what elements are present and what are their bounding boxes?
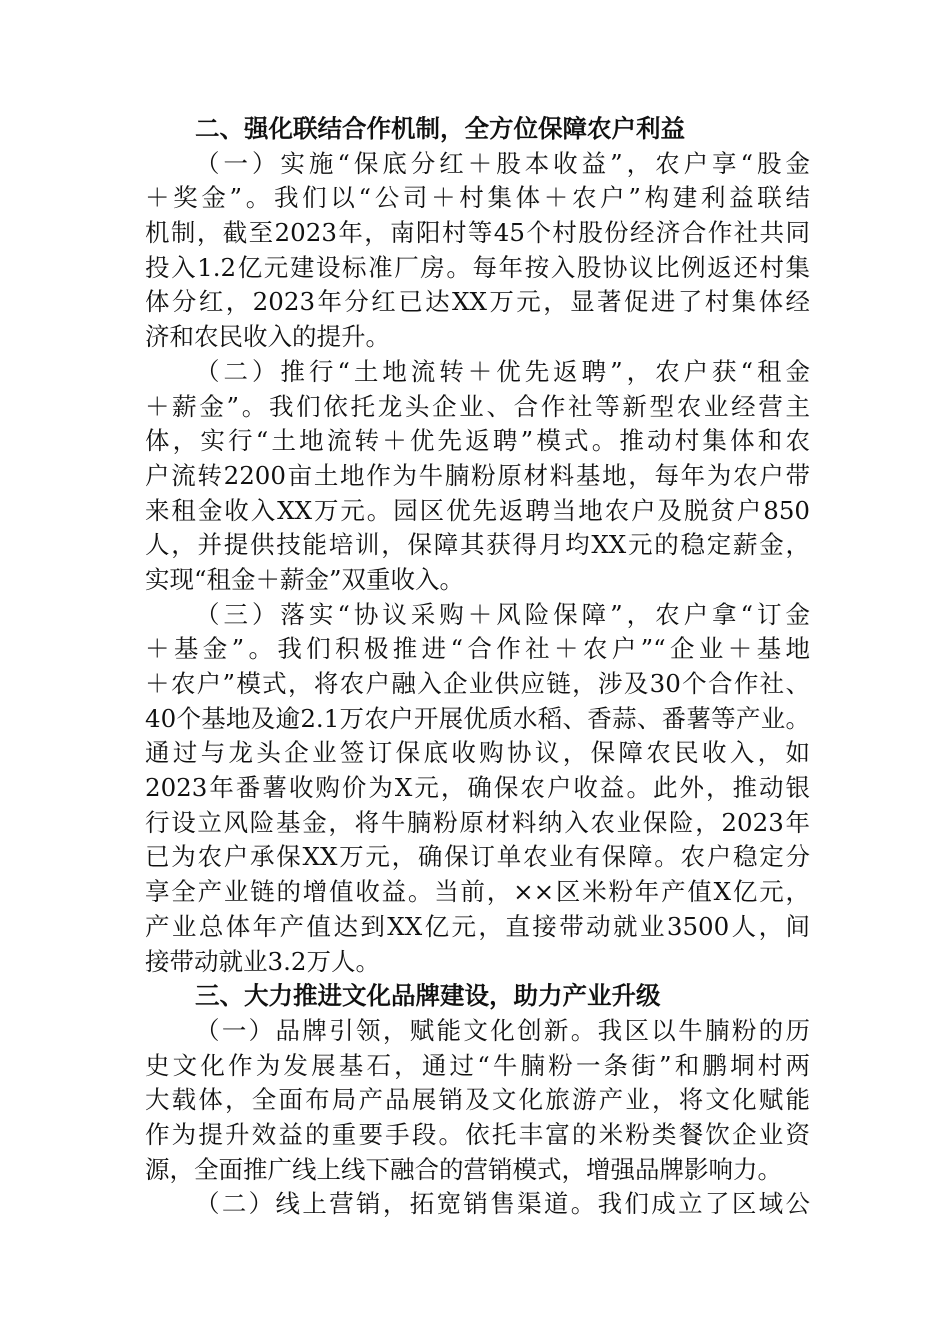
text-line: 通过与龙头企业签订保底收购协议，保障农民收入，如	[145, 738, 810, 768]
text-line: （一）实施“保底分红＋股本收益”，农户享“股金	[195, 148, 810, 178]
text-line: 源，全面推广线上线下融合的营销模式，增强品牌影响力。	[145, 1154, 782, 1184]
text-line: 行设立风险基金，将牛腩粉原材料纳入农业保险，2023年	[145, 807, 810, 837]
section-heading: 二、强化联结合作机制，全方位保障农户利益	[195, 114, 685, 143]
paragraph	[145, 1014, 810, 1187]
text-line: 2023年番薯收购价为X元，确保农户收益。此外，推动银	[145, 773, 810, 803]
text-line: 接带动就业3.2万人。	[145, 946, 380, 976]
text-line: ＋薪金”。我们依托龙头企业、合作社等新型农业经营主	[145, 391, 810, 421]
text-line: 户流转2200亩土地作为牛腩粉原材料基地，每年为农户带	[145, 460, 810, 490]
document-body	[145, 112, 810, 1222]
text-line: 产业总体年产值达到XX亿元，直接带动就业3500人，间	[145, 911, 810, 941]
text-line: 大载体，全面布局产品展销及文化旅游产业，将文化赋能	[145, 1085, 810, 1115]
text-line: 史文化作为发展基石，通过“牛腩粉一条街”和鹏垌村两	[145, 1050, 810, 1080]
text-line: ＋农户”模式，将农户融入企业供应链，涉及30个合作社、	[145, 669, 810, 698]
text-line: （三）落实“协议采购＋风险保障”，农户拿“订金	[195, 599, 810, 629]
paragraph	[145, 598, 810, 980]
text-line: （一）品牌引领，赋能文化创新。我区以牛腩粉的历	[195, 1015, 810, 1045]
text-line: 投入1.2亿元建设标准厂房。每年按入股协议比例返还村集	[145, 252, 810, 282]
section-heading: 三、大力推进文化品牌建设，助力产业升级	[195, 981, 661, 1011]
text-line: 来租金收入XX万元。园区优先返聘当地农户及脱贫户850	[145, 495, 810, 525]
text-line: 人，并提供技能培训，保障其获得月均XX元的稳定薪金，	[145, 530, 810, 560]
text-line: （二）推行“土地流转＋优先返聘”，农户获“租金	[195, 356, 810, 386]
text-line: 作为提升效益的重要手段。依托丰富的米粉类餐饮企业资	[145, 1119, 810, 1149]
text-line: （二）线上营销，拓宽销售渠道。我们成立了区域公	[195, 1189, 810, 1219]
text-line: 体分红，2023年分红已达XX万元，显著促进了村集体经	[145, 287, 810, 317]
paragraph	[145, 147, 810, 355]
paragraph	[145, 355, 810, 598]
text-line: 济和农民收入的提升。	[145, 322, 390, 352]
paragraph	[145, 1187, 810, 1222]
text-line: 机制，截至2023年，南阳村等45个村股份经济合作社共同	[145, 218, 810, 248]
text-line: 实现“租金＋薪金”双重收入。	[145, 564, 465, 594]
text-line: ＋基金”。我们积极推进“合作社＋农户”“企业＋基地	[145, 634, 810, 664]
text-line: 享全产业链的增值收益。当前，××区米粉年产值X亿元，	[145, 877, 810, 907]
text-line: 体，实行“土地流转＋优先返聘”模式。推动村集体和农	[145, 426, 810, 456]
text-line: 已为农户承保XX万元，确保订单农业有保障。农户稳定分	[145, 842, 810, 872]
text-line: ＋奖金”。我们以“公司＋村集体＋农户”构建利益联结	[145, 183, 810, 213]
text-line: 40个基地及逾2.1万农户开展优质水稻、香蒜、番薯等产业。	[145, 703, 810, 733]
